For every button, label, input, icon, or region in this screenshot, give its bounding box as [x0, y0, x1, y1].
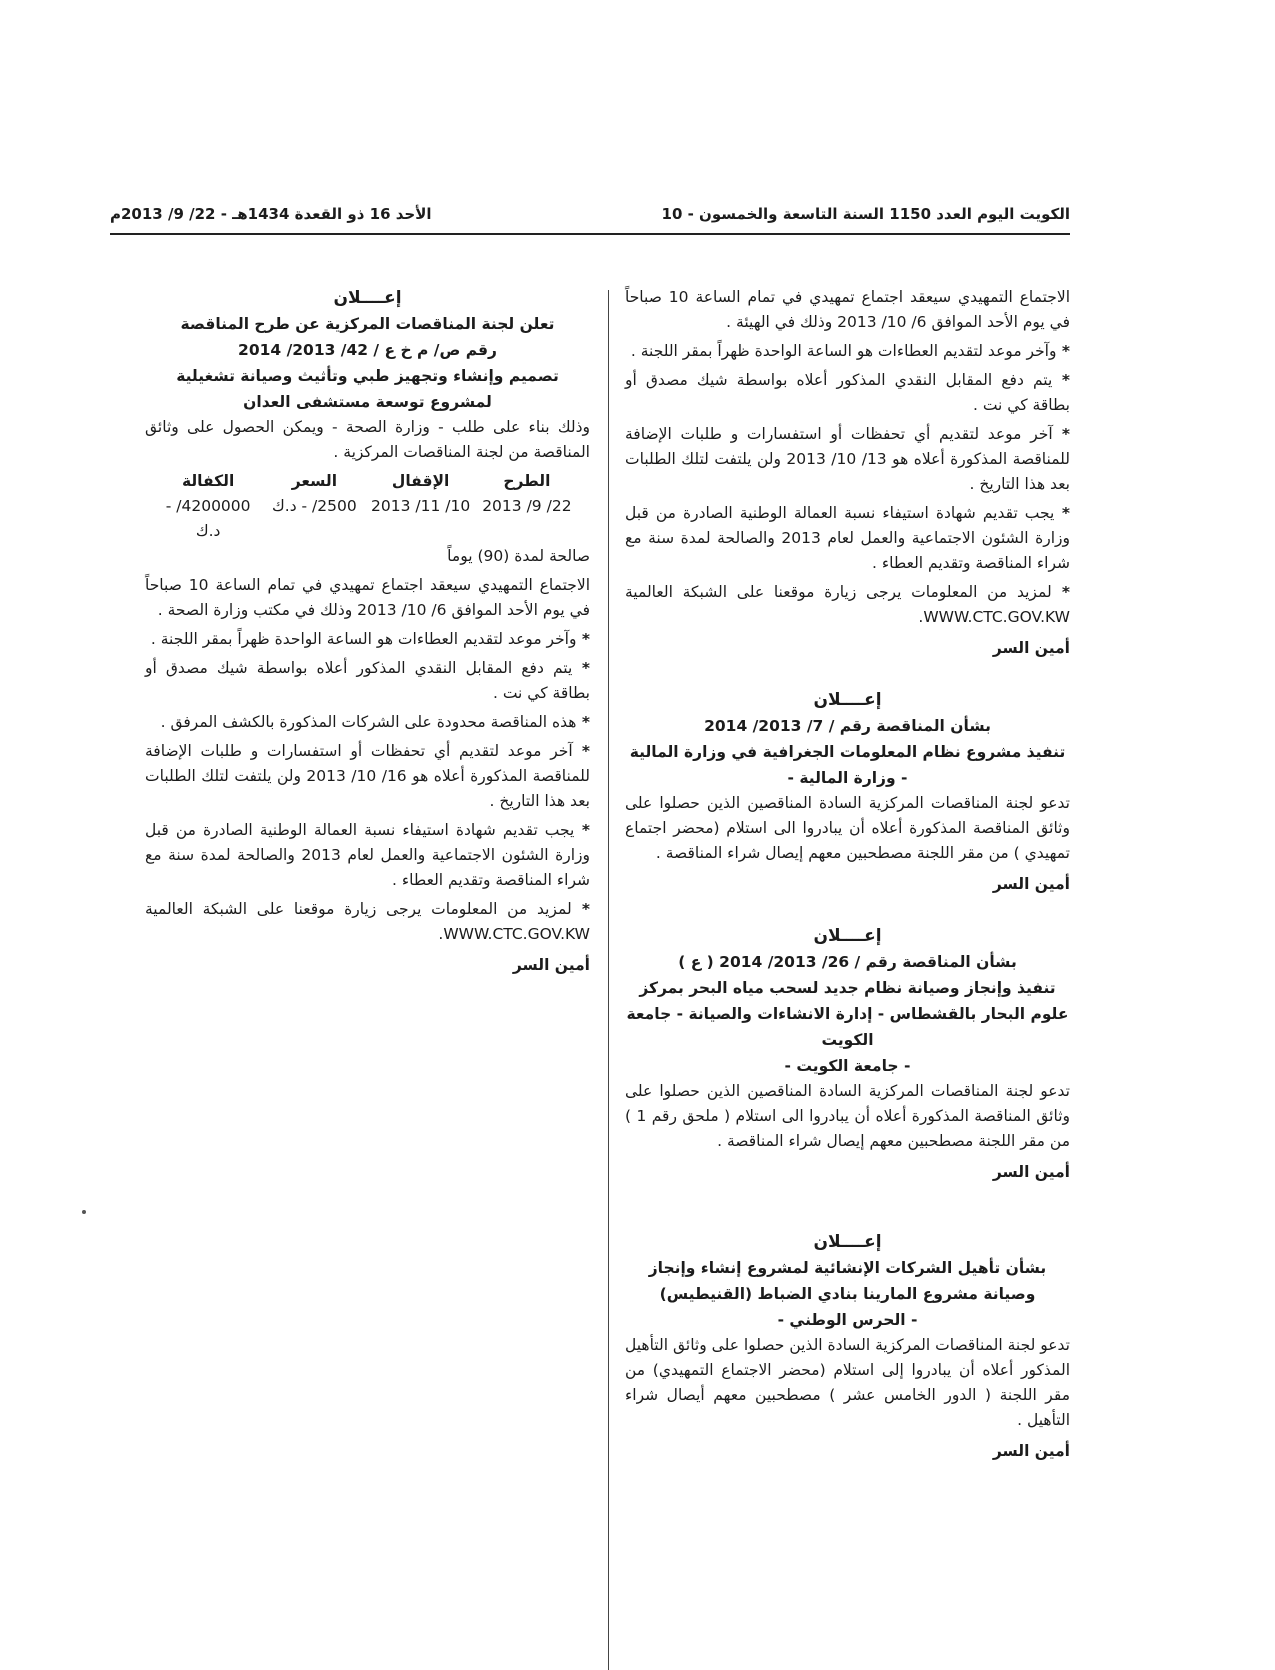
- header-date: الأحد 16 ذو القعدة 1434هـ - 22/ 9/ 2013م: [110, 205, 432, 223]
- validity-text: صالحة لمدة (90) يوماً: [447, 547, 590, 565]
- announcement-4-subject: بشأن تأهيل الشركات الإنشائية لمشروع إنشاء وإنجاز وصيانة مشروع المارينا بنادي الضباط (القنيطيس): [648, 1259, 1047, 1303]
- right-signature-2: أمين السر: [992, 875, 1070, 893]
- left-signature: أمين السر: [512, 956, 590, 974]
- right-deadline-paragraph: * وآخر موعد لتقديم العطاءات هو الساعة الواحدة ظهراً بمقر اللجنة .: [625, 339, 1070, 364]
- table-header-cell: الطرح: [503, 472, 551, 490]
- table-cell: 10/ 11/ 2013: [371, 497, 471, 515]
- announcement-3-body: تدعو لجنة المناقصات المركزية السادة المناقصين الذين حصلوا على وثائق المناقصة المذكورة أعلاه أن يبادروا الى استلام ( ملحق رقم 1 ) من مقر اللجنة مصطحبين معهم إيصال شراء المناقصة .: [625, 1082, 1070, 1150]
- table-header-cell: الكفالة: [181, 472, 235, 490]
- left-website-paragraph: * لمزيد من المعلومات يرجى زيارة موقعنا على الشبكة العالمية WWW.CTC.GOV.KW.: [145, 897, 590, 947]
- announcement-3-entity: - جامعة الكويت -: [784, 1057, 911, 1075]
- right-signature-1: أمين السر: [992, 639, 1070, 657]
- scan-speck: [82, 1210, 86, 1214]
- left-certificate-paragraph: * يجب تقديم شهادة استيفاء نسبة العمالة الوطنية الصادرة من قبل وزارة الشئون الاجتماعية والعمل لعام 2013 والصالحة لمدة سنة مع شراء المناقصة وتقديم العطاء .: [145, 818, 590, 893]
- table-cell: 2500/ - د.ك: [272, 497, 357, 515]
- announcement-4-body: تدعو لجنة المناقصات المركزية السادة الذين حصلوا على وثائق التأهيل المذكور أعلاه أن يبادروا إلى استلام (محضر الاجتماع التمهيدي) من مقر اللجنة ( الدور الخامس عشر ) مصطحبين معهم أيصال شراء التأهيل .: [625, 1336, 1070, 1429]
- announcement-3-title: إعــــلان: [813, 926, 882, 946]
- table-header-cell: السعر: [291, 472, 338, 490]
- announcement-1-line1: تعلن لجنة المناقصات المركزية عن طرح المناقصة: [180, 315, 555, 333]
- right-payment-paragraph: * يتم دفع المقابل النقدي المذكور أعلاه بواسطة شيك مصدق أو بطاقة كي نت .: [625, 368, 1070, 418]
- header-rule: [110, 233, 1070, 235]
- announcement-2-body: تدعو لجنة المناقصات المركزية السادة المناقصين الذين حصلوا على وثائق المناقصة المذكورة أعلاه أن يبادروا الى استلام (محضر اجتماع تمهيدي ) من مقر اللجنة مصطحبين معهم إيصال شراء المناقصة .: [625, 794, 1070, 862]
- left-payment-paragraph: * يتم دفع المقابل النقدي المذكور أعلاه بواسطة شيك مصدق أو بطاقة كي نت .: [145, 656, 590, 706]
- left-deadline-paragraph: * وآخر موعد لتقديم العطاءات هو الساعة الواحدة ظهراً بمقر اللجنة .: [145, 627, 590, 652]
- header-issue-info: الكويت اليوم العدد 1150 السنة التاسعة والخمسون - 10: [661, 205, 1070, 223]
- page-header: [110, 205, 1070, 235]
- announcement-2-project: تنفيذ مشروع نظام المعلومات الجغرافية في وزارة المالية: [629, 743, 1066, 761]
- announcement-3-project: تنفيذ وإنجاز وصيانة نظام جديد لسحب مياه البحر بمركز علوم البحار بالقشطاس - إدارة الانشاءات والصيانة - جامعة الكويت: [626, 979, 1069, 1049]
- column-divider: [608, 290, 609, 1670]
- announcement-2-subject: بشأن المناقصة رقم / 7/ 2013/ 2014: [704, 717, 991, 735]
- table-cell: 4200000/ - د.ك: [165, 497, 251, 540]
- announcement-1-intro: وذلك بناء على طلب - وزارة الصحة - ويمكن الحصول على وثائق المناقصة من لجنة المناقصات المركزية .: [145, 418, 590, 461]
- announcement-1-tender-number: رقم ص/ م خ ع / 42/ 2013/ 2014: [238, 341, 497, 359]
- table-header-cell: الإقفال: [391, 472, 450, 490]
- announcement-2-entity: - وزارة المالية -: [787, 769, 908, 787]
- announcement-1-project: تصميم وإنشاء وتجهيز طبي وتأثيث وصيانة تشغيلية: [176, 367, 559, 385]
- right-certificate-paragraph: * يجب تقديم شهادة استيفاء نسبة العمالة الوطنية الصادرة من قبل وزارة الشئون الاجتماعية والعمل لعام 2013 والصالحة لمدة سنة مع شراء المناقصة وتقديم العطاء .: [625, 501, 1070, 576]
- right-signature-3: أمين السر: [992, 1163, 1070, 1181]
- table-cell: 22/ 9/ 2013: [482, 497, 572, 515]
- left-column: [145, 285, 590, 1004]
- left-inquiries-paragraph: * آخر موعد لتقديم أي تحفظات أو استفسارات و طلبات الإضافة للمناقصة المذكورة أعلاه هو 16/ 10/ 2013 ولن يلتفت لتلك الطلبات بعد هذا التاريخ .: [145, 739, 590, 814]
- announcement-4-title: إعــــلان: [813, 1232, 882, 1252]
- right-website-paragraph: * لمزيد من المعلومات يرجى زيارة موقعنا على الشبكة العالمية WWW.CTC.GOV.KW.: [625, 580, 1070, 630]
- announcement-4-entity: - الحرس الوطني -: [777, 1311, 918, 1329]
- announcement-2-title: إعــــلان: [813, 690, 882, 710]
- left-limited-paragraph: * هذه المناقصة محدودة على الشركات المذكورة بالكشف المرفق .: [145, 710, 590, 735]
- announcement-1-title: إعــــلان: [333, 288, 402, 308]
- announcement-3-subject: بشأن المناقصة رقم / 26/ 2013/ 2014 ( ع ): [678, 953, 1017, 971]
- announcement-1-project-name: لمشروع توسعة مستشفى العدان: [243, 393, 492, 411]
- left-meeting-paragraph: الاجتماع التمهيدي سيعقد اجتماع تمهيدي في تمام الساعة 10 صباحاً في يوم الأحد الموافق 6/ 10/ 2013 وذلك في مكتب وزارة الصحة .: [145, 576, 590, 619]
- spacer: [625, 1211, 1070, 1229]
- right-signature-4: أمين السر: [992, 1442, 1070, 1460]
- right-column: [625, 285, 1070, 1490]
- right-meeting-paragraph: الاجتماع التمهيدي سيعقد اجتماع تمهيدي في تمام الساعة 10 صباحاً في يوم الأحد الموافق 6/ 10/ 2013 وذلك في الهيئة .: [625, 288, 1070, 331]
- tender-table-row: [145, 494, 590, 544]
- tender-table-header: [145, 469, 590, 494]
- right-inquiries-paragraph: * آخر موعد لتقديم أي تحفظات أو استفسارات و طلبات الإضافة للمناقصة المذكورة أعلاه هو 13/ 10/ 2013 ولن يلتفت لتلك الطلبات بعد هذا التاريخ .: [625, 422, 1070, 497]
